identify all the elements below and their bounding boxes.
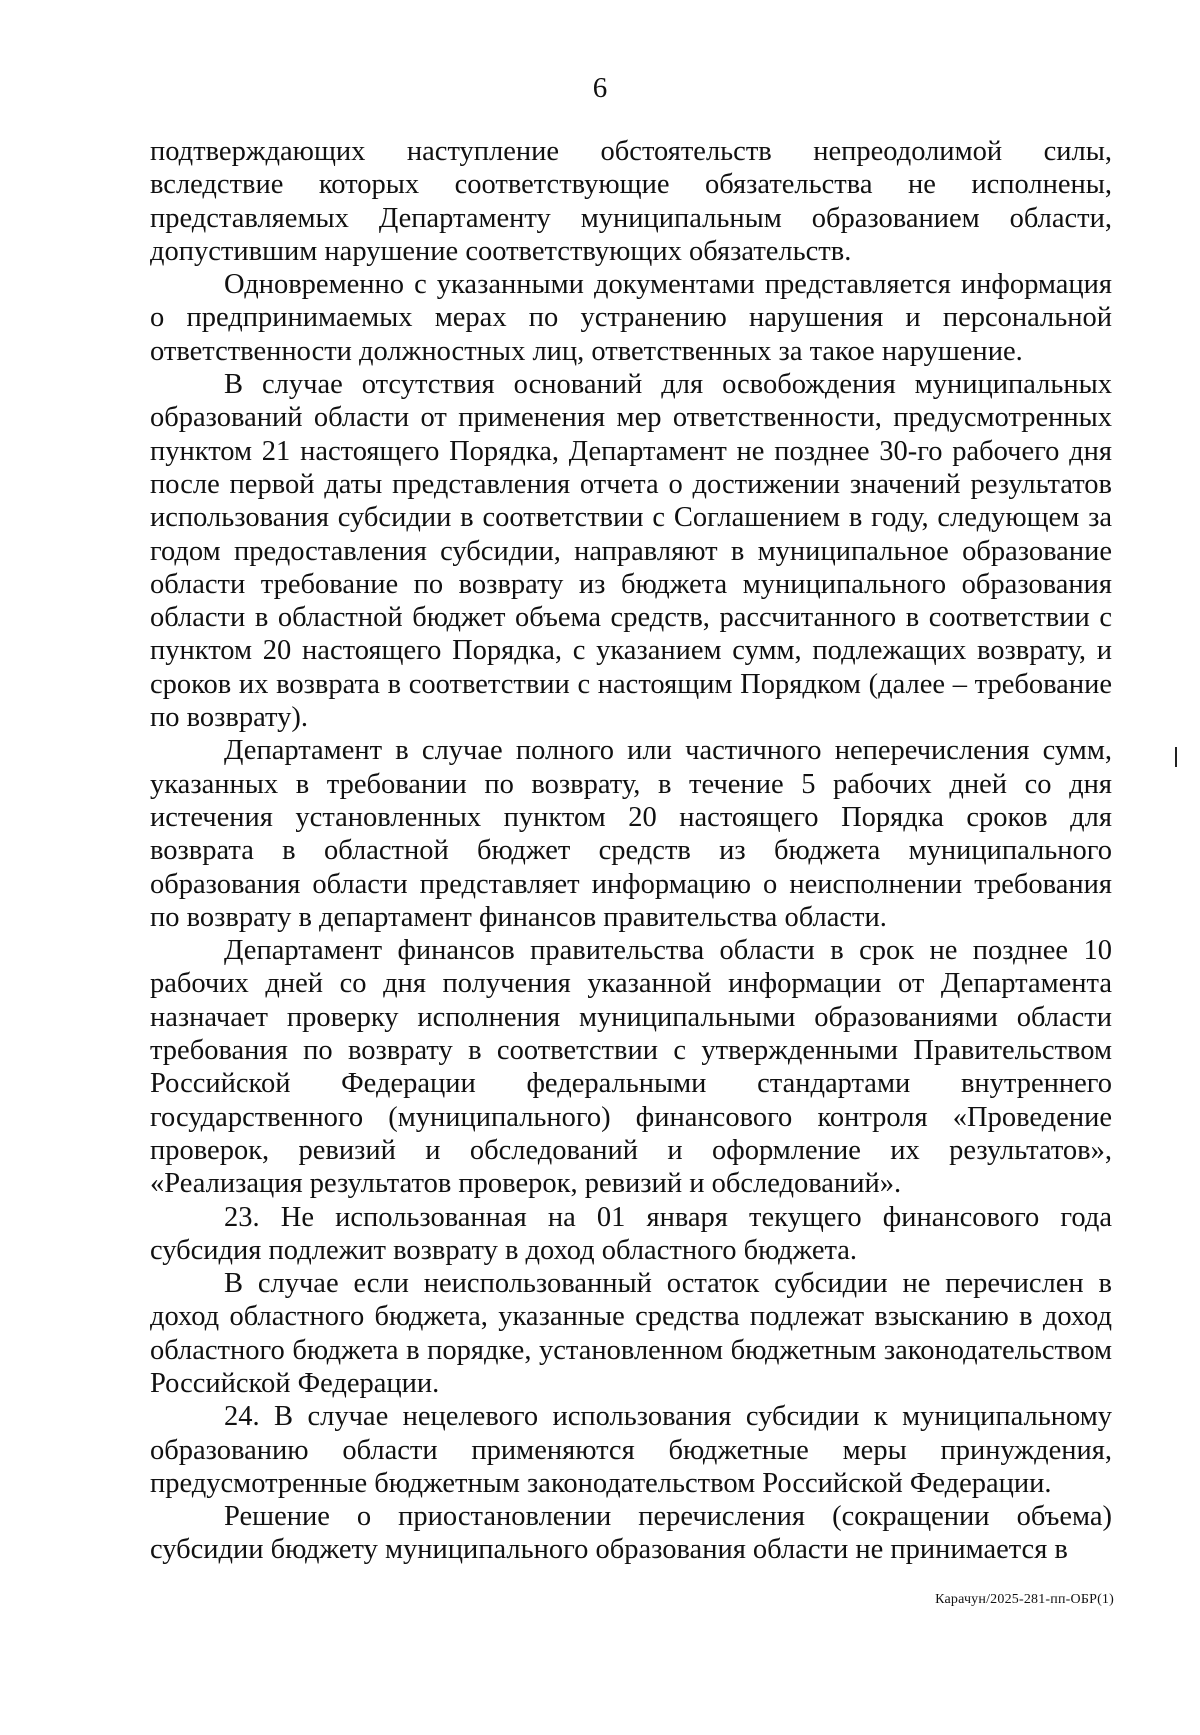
paragraph-item-23: 23. Не использованная на 01 января текущего финансового года субсидия подлежит возврату в доход областного бюджета. [150, 1201, 1112, 1266]
page-number: 6 [592, 72, 608, 104]
paragraph-return-demand: В случае отсутствия оснований для освобождения муниципальных образований области от применения мер ответственности, предусмотренных пунктом 21 настоящего Порядка, Департамент не позднее 30-го рабочего дня после первой даты представления отчета о достижении значений результатов использования субсидии в соответствии с Соглашением в году, следующем за годом предоставления субсидии, направляют в муниципальное образование области требование по возврату из бюджета муниципального образования области в областной бюджет объема средств, рассчитанного в соответствии с пунктом 20 настоящего Порядка, с указанием сумм, подлежащих возврату, и сроков их возврата в соответствии с настоящим Порядком (далее – требование по возврату). [150, 369, 1112, 734]
paragraph-information: Одновременно с указанными документами представляется информация о предпринимаемых мерах по устранению нарушения и персональной ответственности должностных лиц, ответственных за такое нарушение. [150, 269, 1112, 367]
paragraph-continuation: подтверждающих наступление обстоятельств непреодолимой силы, вследствие которых соответствующие обязательства не исполнены, представляемых Департаменту муниципальным образованием области, допустившим нарушение соответствующих обязательств. [150, 136, 1112, 267]
paragraph-non-transfer: Департамент в случае полного или частичного неперечисления сумм, указанных в требовании по возврату, в течение 5 рабочих дней со дня истечения установленных пунктом 20 настоящего Порядка сроков для возврата в областной бюджет средств из бюджета муниципального образования области представляет информацию о неисполнении требования по возврату в департамент финансов правительства области. [150, 735, 1112, 933]
paragraph-unused-balance: В случае если неиспользованный остаток субсидии не перечислен в доход областного бюджета, указанные средства подлежат взысканию в доход областного бюджета в порядке, установленном бюджетным законодательством Российской Федерации. [150, 1268, 1112, 1399]
paragraph-finance-inspection: Департамент финансов правительства области в срок не позднее 10 рабочих дней со дня получения указанной информации от Департамента назначает проверку исполнения муниципальными образованиями области требования по возврату в соответствии с утвержденными Правительством Российской Федерации федеральными стандартами внутреннего государственного (муниципального) финансового контроля «Проведение проверок, ревизий и обследований и оформление их результатов», «Реализация результатов проверок, ревизий и обследований». [150, 935, 1112, 1200]
paragraph-item-24: 24. В случае нецелевого использования субсидии к муниципальному образованию области применяются бюджетные меры принуждения, предусмотренные бюджетным законодательством Российской Федерации. [150, 1401, 1112, 1499]
margin-mark [1175, 747, 1177, 767]
document-footer-code: Карачун/2025-281-пп-ОБР(1) [935, 1592, 1114, 1607]
paragraph-suspension-decision: Решение о приостановлении перечисления (сокращении объема) субсидии бюджету муниципального образования области не принимается в [150, 1501, 1112, 1566]
document-body [150, 135, 1112, 1567]
